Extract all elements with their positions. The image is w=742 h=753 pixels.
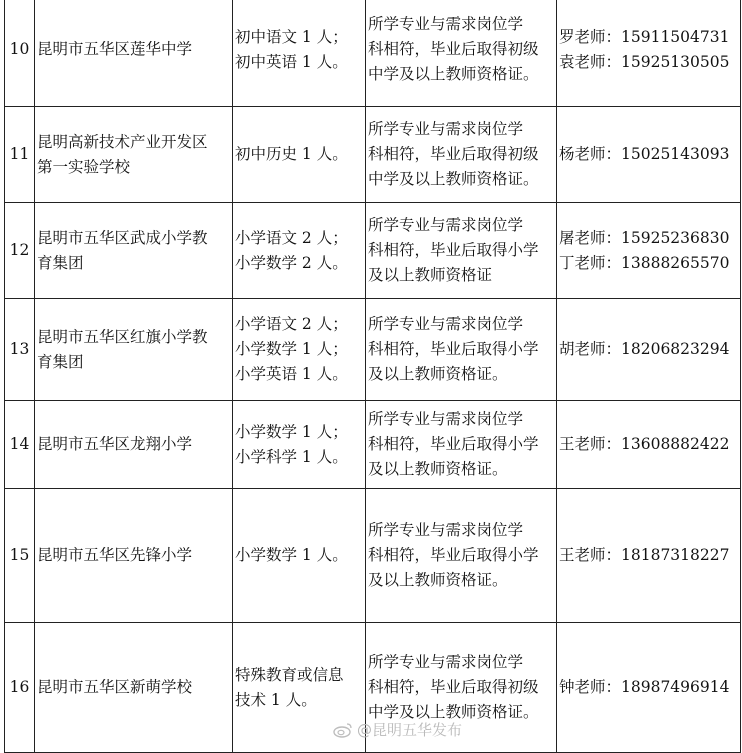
table-row bbox=[5, 401, 741, 489]
table-row bbox=[5, 0, 741, 107]
watermark bbox=[333, 719, 462, 740]
contact-line: 钟老师：18987496914 bbox=[559, 678, 730, 696]
position-line: 小学语文 2 人； bbox=[235, 315, 348, 333]
contact-line: 王老师：13608882422 bbox=[559, 435, 730, 453]
requirement-line: 科相符，毕业后取得初级 bbox=[368, 678, 539, 696]
requirement-line: 科相符，毕业后取得初级 bbox=[368, 145, 539, 163]
watermark-text: @昆明五华发布 bbox=[356, 721, 462, 739]
row-number: 16 bbox=[5, 623, 35, 753]
requirement-line: 所学专业与需求岗位学 bbox=[368, 653, 524, 671]
requirement bbox=[366, 489, 557, 623]
row-number: 11 bbox=[5, 107, 35, 203]
row-number: 10 bbox=[5, 0, 35, 107]
school-name bbox=[35, 107, 233, 203]
requirement-line: 及以上教师资格证。 bbox=[368, 460, 508, 478]
requirement-line: 所学专业与需求岗位学 bbox=[368, 120, 524, 138]
school-line: 昆明高新技术产业开发区 bbox=[37, 132, 208, 151]
position-line: 初中历史 1 人。 bbox=[235, 145, 348, 163]
position-line: 技术 1 人。 bbox=[235, 690, 317, 709]
school-name bbox=[35, 0, 233, 107]
positions bbox=[233, 0, 366, 107]
requirement-line: 所学专业与需求岗位学 bbox=[368, 216, 524, 234]
school-line: 昆明市五华区先锋小学 bbox=[37, 546, 193, 564]
requirement bbox=[366, 107, 557, 203]
requirement-line: 科相符，毕业后取得小学 bbox=[368, 241, 539, 259]
requirement bbox=[366, 0, 557, 107]
position-line: 初中英语 1 人。 bbox=[235, 52, 348, 71]
row-number: 13 bbox=[5, 299, 35, 401]
position-line: 特殊教育或信息 bbox=[235, 665, 344, 684]
contact-line: 袁老师：15925130505 bbox=[559, 52, 730, 71]
contact bbox=[557, 107, 741, 203]
row-number: 12 bbox=[5, 203, 35, 299]
school-line: 昆明市五华区新萌学校 bbox=[37, 678, 193, 696]
contact bbox=[557, 0, 741, 107]
position-line: 小学数学 1 人； bbox=[235, 422, 348, 441]
row-number: 14 bbox=[5, 401, 35, 489]
position-line: 小学英语 1 人。 bbox=[235, 365, 348, 383]
positions bbox=[233, 107, 366, 203]
requirement-line: 所学专业与需求岗位学 bbox=[368, 15, 524, 33]
positions bbox=[233, 299, 366, 401]
school-name bbox=[35, 489, 233, 623]
weibo-logo-icon bbox=[333, 722, 353, 738]
requirement bbox=[366, 203, 557, 299]
position-line: 小学语文 2 人； bbox=[235, 228, 348, 247]
contact-line: 王老师：18187318227 bbox=[559, 546, 730, 564]
recruitment-table bbox=[4, 0, 741, 753]
requirement-line: 所学专业与需求岗位学 bbox=[368, 521, 524, 539]
contact bbox=[557, 401, 741, 489]
requirement-line: 及以上教师资格证。 bbox=[368, 365, 508, 383]
school-line: 第一实验学校 bbox=[37, 157, 131, 176]
contact bbox=[557, 623, 741, 753]
contact bbox=[557, 299, 741, 401]
school-name bbox=[35, 203, 233, 299]
school-name bbox=[35, 401, 233, 489]
requirement-line: 科相符，毕业后取得小学 bbox=[368, 435, 539, 453]
contact bbox=[557, 489, 741, 623]
positions bbox=[233, 203, 366, 299]
requirement-line: 所学专业与需求岗位学 bbox=[368, 410, 524, 428]
table-row bbox=[5, 107, 741, 203]
school-line: 育集团 bbox=[37, 253, 84, 272]
position-line: 初中语文 1 人； bbox=[235, 27, 348, 46]
school-line: 育集团 bbox=[37, 352, 84, 371]
contact-line: 屠老师：15925236830 bbox=[559, 228, 730, 247]
requirement-line: 科相符，毕业后取得小学 bbox=[368, 546, 539, 564]
table-row bbox=[5, 299, 741, 401]
requirement-line: 科相符，毕业后取得初级 bbox=[368, 40, 539, 58]
table-body bbox=[5, 0, 741, 753]
table-row bbox=[5, 489, 741, 623]
requirement-line: 及以上教师资格证 bbox=[368, 266, 493, 284]
requirement-line: 中学及以上教师资格证。 bbox=[368, 65, 539, 83]
school-line: 昆明市五华区龙翔小学 bbox=[37, 435, 193, 453]
position-line: 小学数学 1 人。 bbox=[235, 546, 348, 564]
table-row bbox=[5, 203, 741, 299]
position-line: 小学数学 2 人。 bbox=[235, 253, 348, 272]
school-line: 昆明市五华区莲华中学 bbox=[37, 40, 193, 58]
requirement-line: 中学及以上教师资格证。 bbox=[368, 170, 539, 188]
school-line: 昆明市五华区红旗小学教 bbox=[37, 327, 208, 346]
contact-line: 胡老师：18206823294 bbox=[559, 340, 730, 358]
contact bbox=[557, 203, 741, 299]
positions bbox=[233, 401, 366, 489]
contact-line: 丁老师：13888265570 bbox=[559, 253, 730, 272]
position-line: 小学数学 1 人； bbox=[235, 340, 348, 358]
positions bbox=[233, 489, 366, 623]
requirement-line: 科相符，毕业后取得小学 bbox=[368, 340, 539, 358]
requirement bbox=[366, 401, 557, 489]
requirement-line: 所学专业与需求岗位学 bbox=[368, 315, 524, 333]
requirement-line: 及以上教师资格证。 bbox=[368, 571, 508, 589]
contact-line: 杨老师：15025143093 bbox=[559, 145, 730, 163]
position-line: 小学科学 1 人。 bbox=[235, 447, 348, 466]
requirement bbox=[366, 299, 557, 401]
school-name bbox=[35, 299, 233, 401]
row-number: 15 bbox=[5, 489, 35, 623]
requirement-line: 中学及以上教师资格证。 bbox=[368, 703, 539, 721]
school-name bbox=[35, 623, 233, 753]
school-line: 昆明市五华区武成小学教 bbox=[37, 228, 208, 247]
contact-line: 罗老师：15911504731 bbox=[559, 27, 730, 46]
